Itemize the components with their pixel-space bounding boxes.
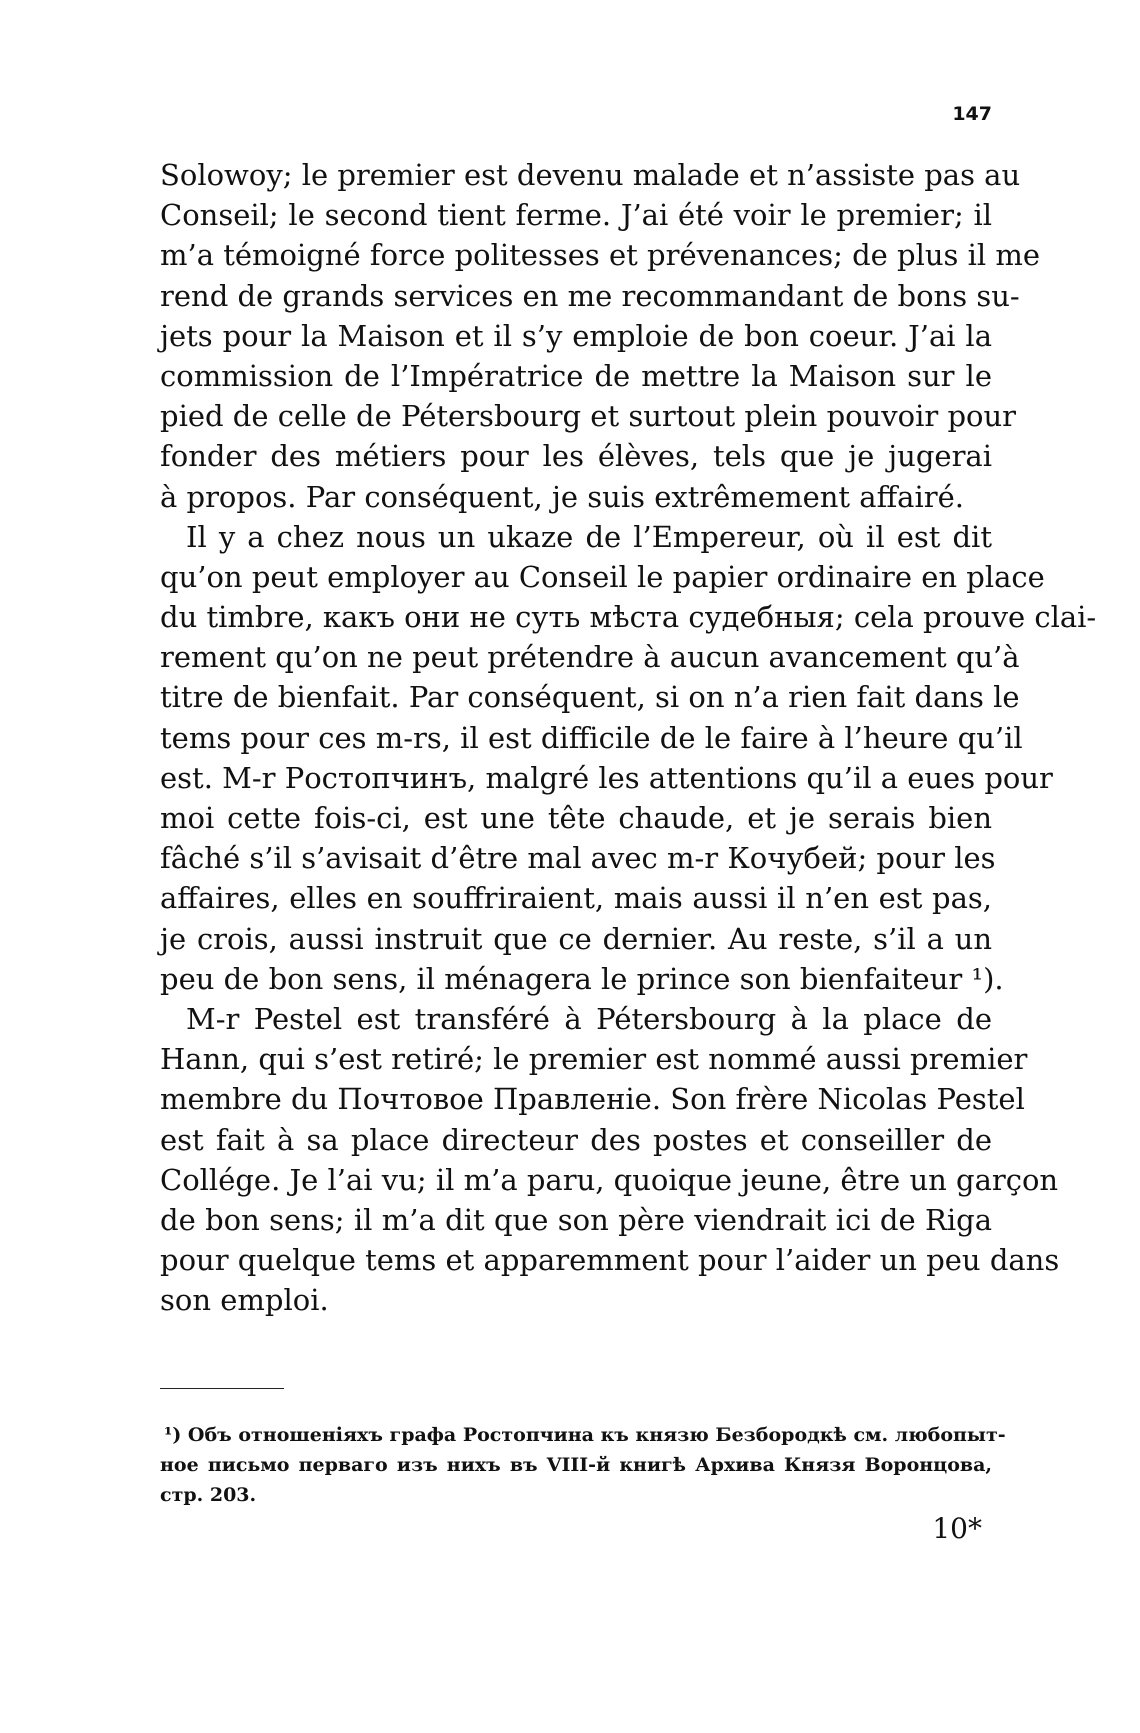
footnote-line: ¹) Объ отношеніяхъ графа Ростопчина къ князю Безбородкѣ см. любопыт-	[164, 1424, 1006, 1446]
text-line: Il y a chez nous un ukaze de l’Empereur, où il est dit	[186, 519, 992, 554]
footnote	[160, 1420, 1006, 1510]
text-line: jets pour la Maison et il s’y emploie de bon coeur. J’ai la	[160, 318, 992, 353]
text-line: est fait à sa place directeur des postes et conseiller de	[160, 1122, 992, 1157]
text-line: est. M-r Ростопчинъ, malgré les attentions qu’il a eues pour	[160, 760, 1053, 795]
paragraph-2	[160, 517, 1097, 999]
text-line: qu’on peut employer au Conseil le papier ordinaire en place	[160, 559, 1045, 594]
text-line: affaires, elles en souffriraient, mais aussi il n’en est pas,	[160, 881, 992, 916]
text-line: Conseil; le second tient ferme. J’ai été voir le premier; il	[160, 198, 992, 233]
paragraph-1	[160, 155, 1041, 517]
text-line: Hann, qui s’est retiré; le premier est nommé aussi premier	[160, 1042, 1028, 1077]
text-line: fonder des métiers pour les élèves, tels que je jugerai	[160, 439, 992, 474]
text-line: rement qu’on ne peut prétendre à aucun avancement qu’à	[160, 640, 1020, 675]
text-line: rend de grands services en me recommandant de bons su-	[160, 278, 1020, 313]
text-line: moi cette fois-ci, est une tête chaude, et je serais bien	[160, 801, 992, 835]
text-line: Collége. Je l’ai vu; il m’a paru, quoique jeune, être un garçon	[160, 1162, 1059, 1197]
text-line: commission de l’Impératrice de mettre la Maison sur le	[160, 358, 992, 393]
text-line: son emploi.	[160, 1283, 329, 1318]
text-line: tems pour ces m-rs, il est difficile de le faire à l’heure qu’il	[160, 720, 1023, 755]
text-line: titre de bienfait. Par conséquent, si on n’a rien fait dans le	[160, 680, 1020, 715]
text-line: de bon sens; il m’a dit que son père viendrait ici de Riga	[160, 1202, 992, 1237]
text-line: peu de bon sens, il ménagera le prince son bienfaiteur ¹).	[160, 961, 1004, 996]
footnote-divider	[160, 1388, 284, 1389]
text-line: du timbre, какъ они не суть мѣста судебныя; cela prouve clai-	[160, 600, 1097, 635]
text-line: pied de celle de Pétersbourg et surtout plein pouvoir pour	[160, 399, 1017, 434]
footnote-line: ное письмо перваго изъ нихъ въ VIII-й книгѣ Архива Князя Воронцова,	[160, 1454, 992, 1476]
footnote-line: стр. 203.	[160, 1484, 257, 1506]
signature-mark: 10*	[932, 1512, 982, 1545]
page-number: 147	[952, 103, 992, 125]
text-line: à propos. Par conséquent, je suis extrêmement affairé.	[160, 479, 964, 514]
paragraph-3	[160, 999, 1060, 1321]
text-line: membre du Почтовое Правленіе. Son frère Nicolas Pestel	[160, 1082, 1025, 1117]
text-line: Solowoy; le premier est devenu malade et n’assiste pas au	[160, 158, 1021, 192]
text-line: pour quelque tems et apparemment pour l’aider un peu dans	[160, 1243, 1060, 1278]
text-line: m’a témoigné force politesses et prévenances; de plus il me	[160, 238, 1041, 273]
text-line: je crois, aussi instruit que ce dernier. Au reste, s’il a un	[160, 921, 992, 956]
text-line: fâché s’il s’avisait d’être mal avec m-r Кочубей; pour les	[160, 841, 996, 876]
text-line: M-r Pestel est transféré à Pétersbourg à la place de	[186, 1001, 992, 1036]
main-text	[160, 155, 1097, 1320]
